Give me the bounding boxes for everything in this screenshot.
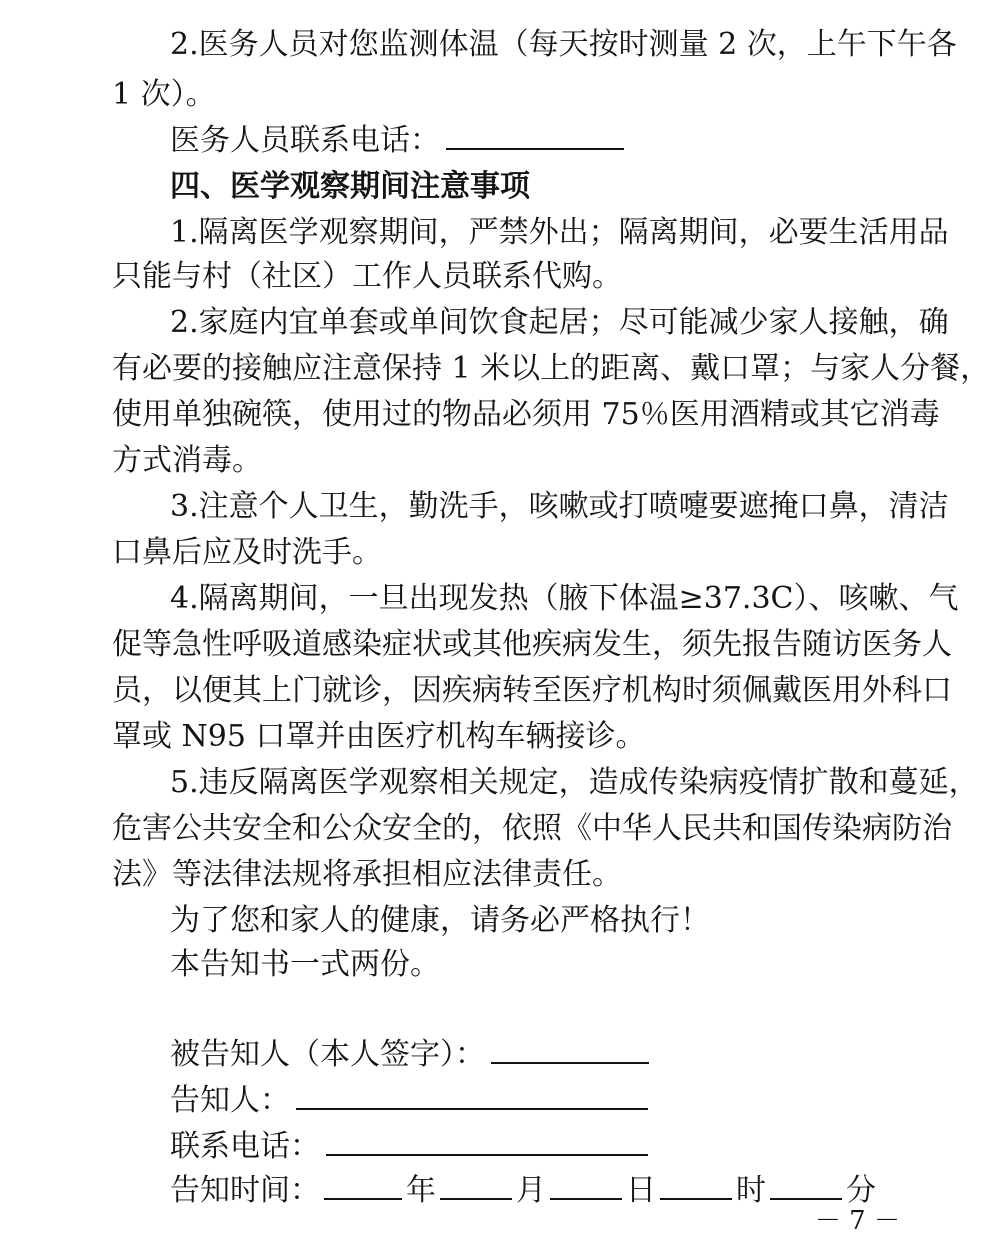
paragraph-line: 口鼻后应及时洗手。 (112, 535, 382, 570)
notified-signature-field[interactable] (491, 1032, 649, 1064)
notifier-row (170, 1078, 654, 1124)
year-label: 年 (406, 1173, 436, 1208)
paragraph-line: 2.家庭内宜单套或单间饮食起居；尽可能减少家人接触，确 (170, 305, 949, 340)
paragraph-line: 本告知书一式两份。 (170, 947, 440, 982)
paragraph-line: 3.注意个人卫生，勤洗手，咳嗽或打喷嚏要遮掩口鼻，清洁 (170, 489, 949, 524)
paragraph-line: 5.违反隔离医学观察相关规定，造成传染病疫情扩散和蔓延， (170, 765, 979, 800)
contact-phone-field[interactable] (326, 1124, 648, 1156)
day-label: 日 (626, 1173, 656, 1208)
page-number: － 7 － (814, 1206, 900, 1236)
paragraph-line: 使用单独碗筷，使用过的物品必须用 75％医用酒精或其它消毒 (112, 397, 940, 432)
hour-label: 时 (736, 1173, 766, 1208)
paragraph-line: 员，以便其上门就诊，因疾病转至医疗机构时须佩戴医用外科口 (112, 673, 952, 708)
paragraph-line: 为了您和家人的健康，请务必严格执行！ (170, 903, 710, 938)
contact-phone-row (170, 1124, 654, 1170)
notified-label: 被告知人（本人签字）： (170, 1037, 485, 1072)
contact-phone-label: 联系电话： (170, 1129, 320, 1164)
paragraph-line: 促等急性呼吸道感染症状或其他疾病发生，须先报告随访医务人 (112, 627, 952, 662)
year-field[interactable] (324, 1168, 402, 1200)
paragraph-line: 方式消毒。 (112, 443, 262, 478)
paragraph-line: 2.医务人员对您监测体温（每天按时测量 2 次，上午下午各 (170, 27, 957, 62)
paragraph-line: 1 次）。 (112, 77, 216, 112)
paragraph-line: 法》等法律法规将承担相应法律责任。 (112, 857, 622, 892)
notified-signature-row (170, 1032, 655, 1078)
minute-label: 分 (846, 1173, 876, 1208)
paragraph-line: 有必要的接触应注意保持 1 米以上的距离、戴口罩；与家人分餐， (112, 351, 991, 386)
minute-field[interactable] (770, 1168, 842, 1200)
notifier-label: 告知人： (170, 1083, 290, 1118)
medical-phone-label: 医务人员联系电话： (170, 123, 440, 158)
month-field[interactable] (440, 1168, 512, 1200)
medical-phone-blank (446, 118, 624, 150)
section-heading: 四、医学观察期间注意事项 (170, 169, 530, 204)
hour-field[interactable] (660, 1168, 732, 1200)
medical-phone-line (170, 118, 630, 164)
month-label: 月 (516, 1173, 546, 1208)
paragraph-line: 1.隔离医学观察期间，严禁外出；隔离期间，必要生活用品 (170, 215, 949, 250)
notice-time-label: 告知时间： (170, 1173, 320, 1208)
paragraph-line: 危害公共安全和公众安全的，依照《中华人民共和国传染病防治 (112, 811, 952, 846)
notifier-field[interactable] (296, 1078, 648, 1110)
notice-time-row (170, 1168, 876, 1214)
paragraph-line: 罩或 N95 口罩并由医疗机构车辆接诊。 (112, 719, 646, 754)
paragraph-line: 4.隔离期间，一旦出现发热（腋下体温≥37.3C）、咳嗽、气 (170, 581, 959, 616)
day-field[interactable] (550, 1168, 622, 1200)
paragraph-line: 只能与村（社区）工作人员联系代购。 (112, 259, 622, 294)
